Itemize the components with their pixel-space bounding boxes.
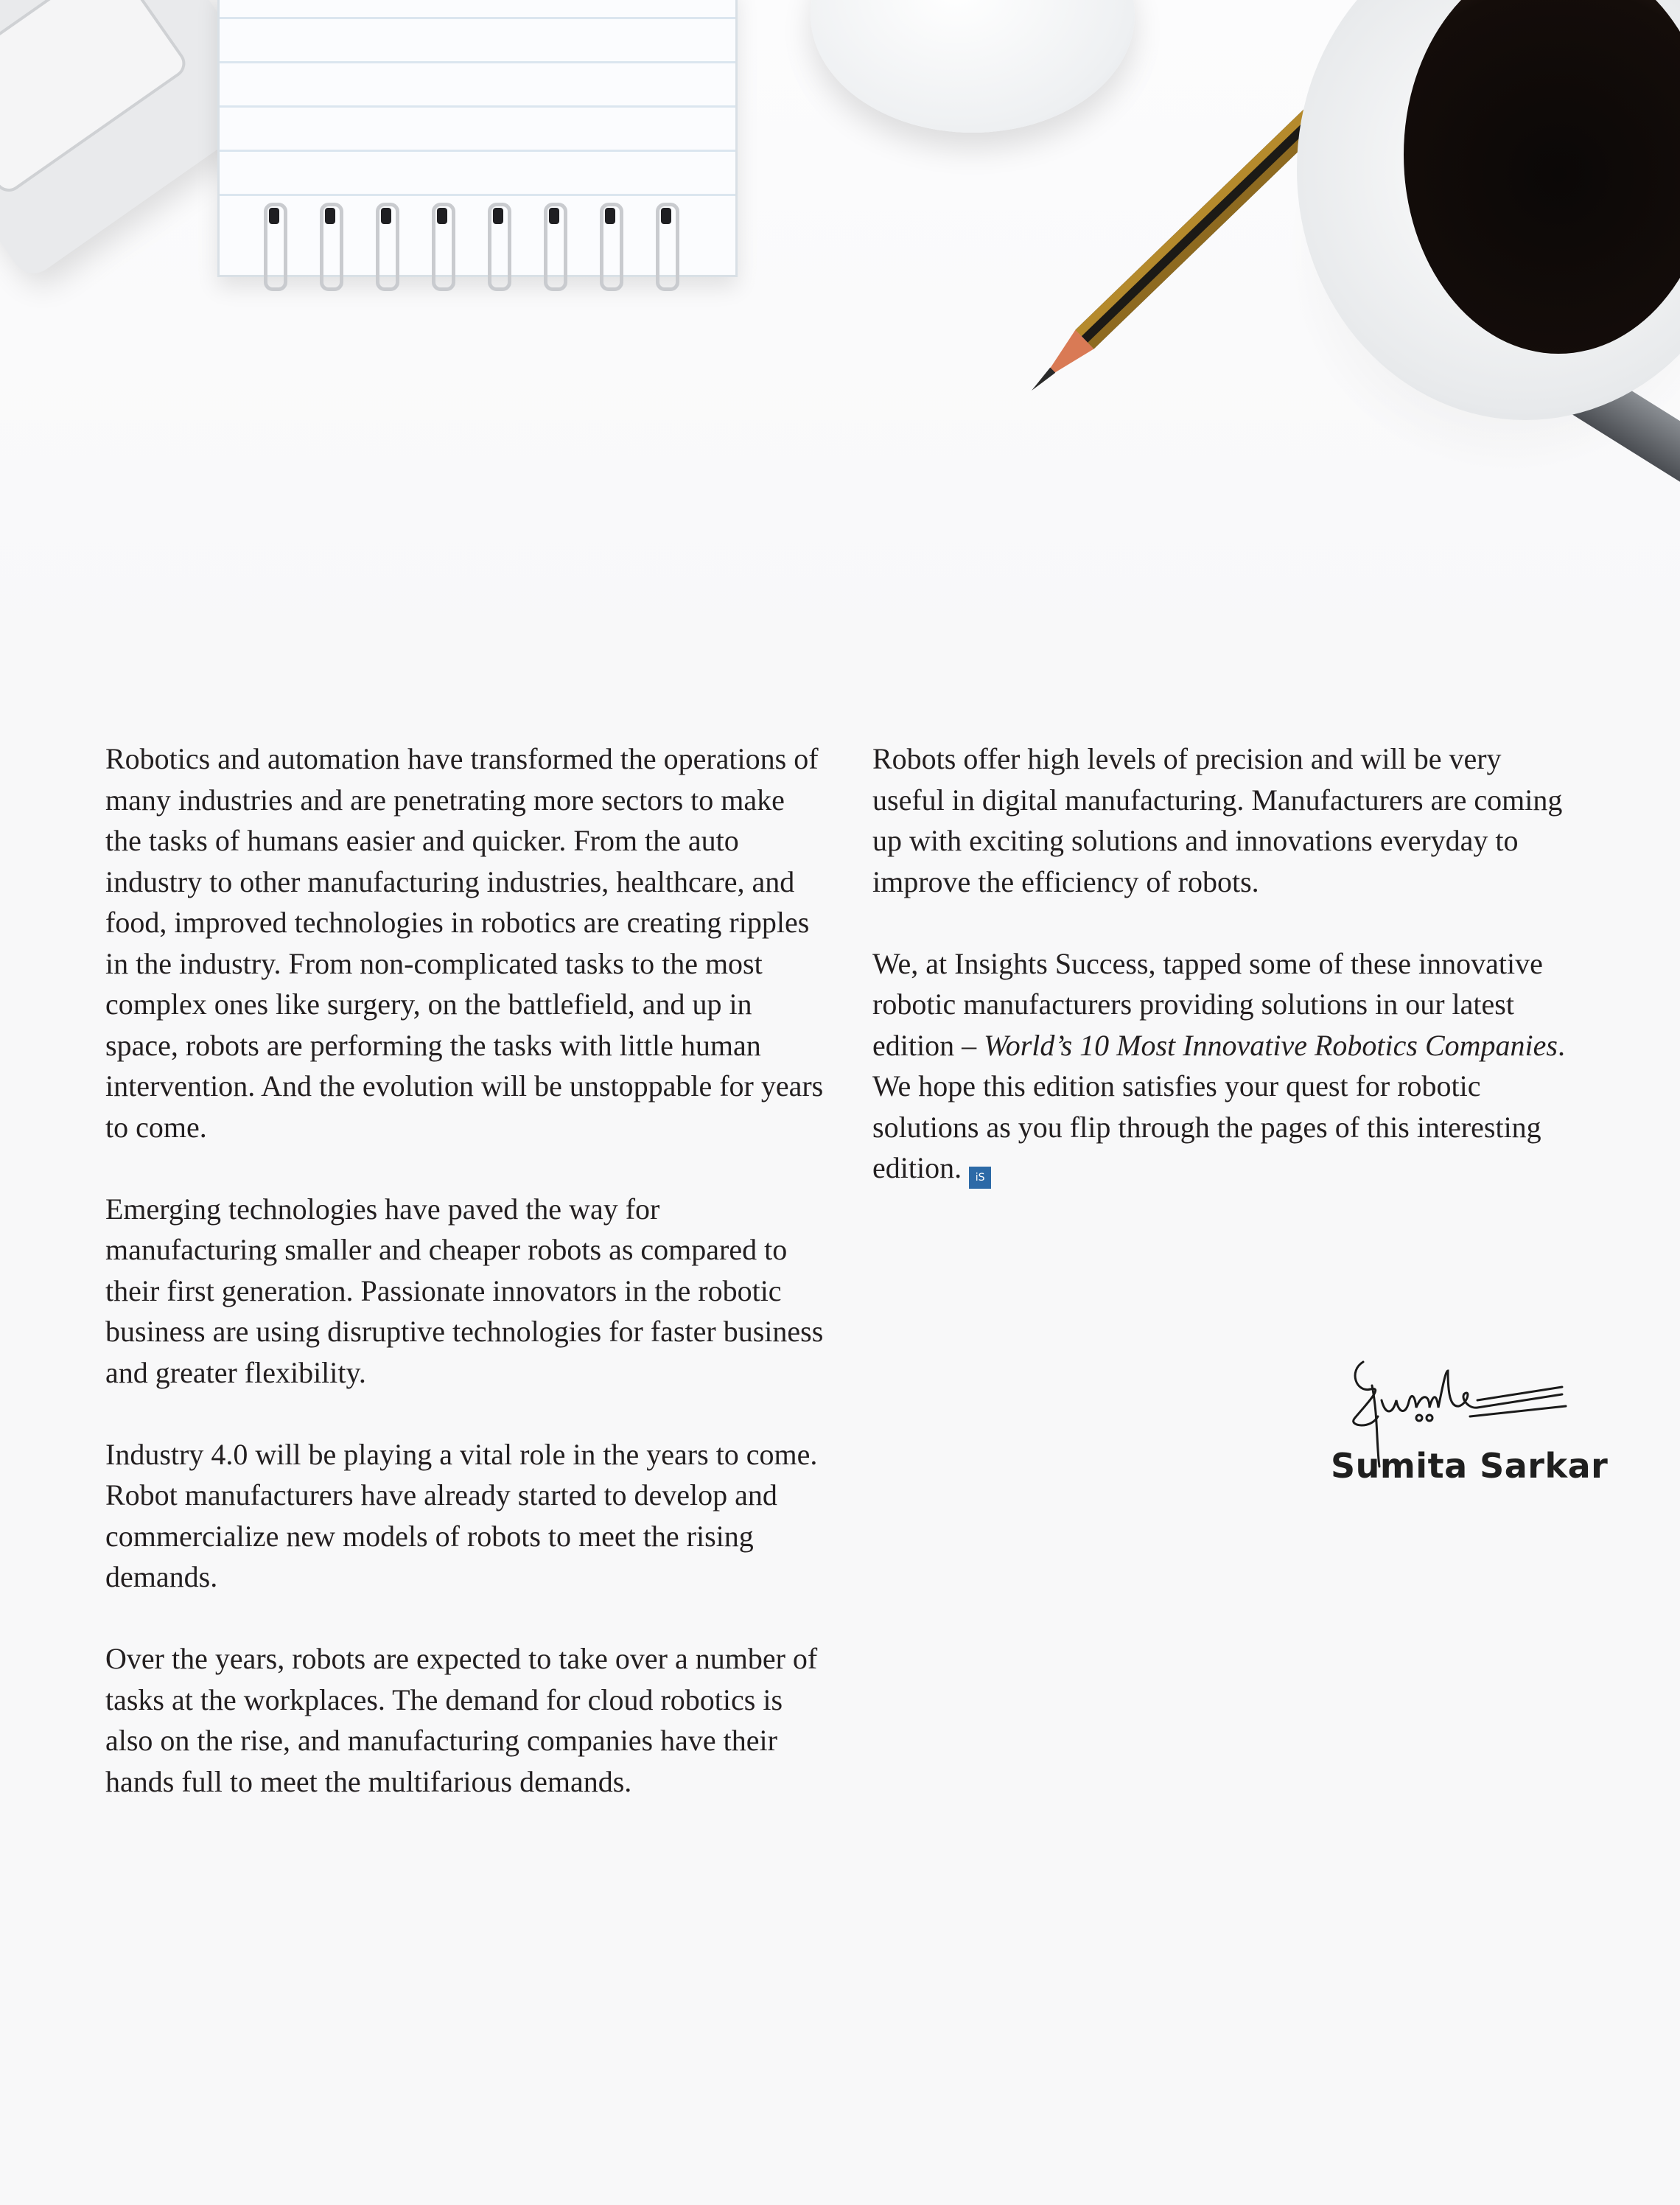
edition-title: World’s 10 Most Innovative Robotics Companies [984,1028,1558,1062]
left-text-column [105,738,824,1843]
header-photo [0,0,1680,663]
closing-text-end: . We hope this edition satisfies your quest for robotic solutions as you flip through the pages of this interesting edition. [872,1028,1565,1184]
paragraph: Robotics and automation have transformed the operations of many industries and are penetrating more sectors to make the tasks of humans easier and quicker. From the auto industry to other manufacturing industries, healthcare, and food, improved technologies in robotics are creating ripples in the industry. From non-complicated tasks to the most complex ones like surgery, on the battlefield, and up in space, robots are performing the tasks with little human intervention. And the evolution will be unstoppable for years to come. [105,742,824,1144]
spiral-notepad-image [217,0,738,277]
paragraph: Industry 4.0 will be playing a vital role in the years to come. Robot manufacturers have already started to develop and commercialize new models of robots to meet the rising demands. [105,1437,818,1593]
paragraph: Emerging technologies have paved the way for manufacturing smaller and cheaper robots as compared to their first generation. Passionate innovators in the robotic business are using disruptive technologies for faster business and greater flexibility. [105,1192,824,1389]
closing-text-start: We, at Insights Success, tapped some of these innovative robotic manufacturers providing solutions in our latest edition – [872,946,1543,1062]
end-mark-icon: iS [969,1167,991,1189]
paragraph: Robots offer high levels of precision and will be very useful in digital manufacturing. Manufacturers are coming up with exciting solutions and innovations everyday to improve the efficiency of robots. [872,742,1563,898]
signer-name: Sumita Sarkar [1331,1446,1609,1486]
closing-paragraph [872,943,1580,1189]
right-text-column [872,738,1580,1230]
paragraph: Over the years, robots are expected to take over a number of tasks at the workplaces. The demand for cloud robotics is also on the rise, and manufacturing companies have their hands full to meet the multifarious demands. [105,1642,818,1798]
